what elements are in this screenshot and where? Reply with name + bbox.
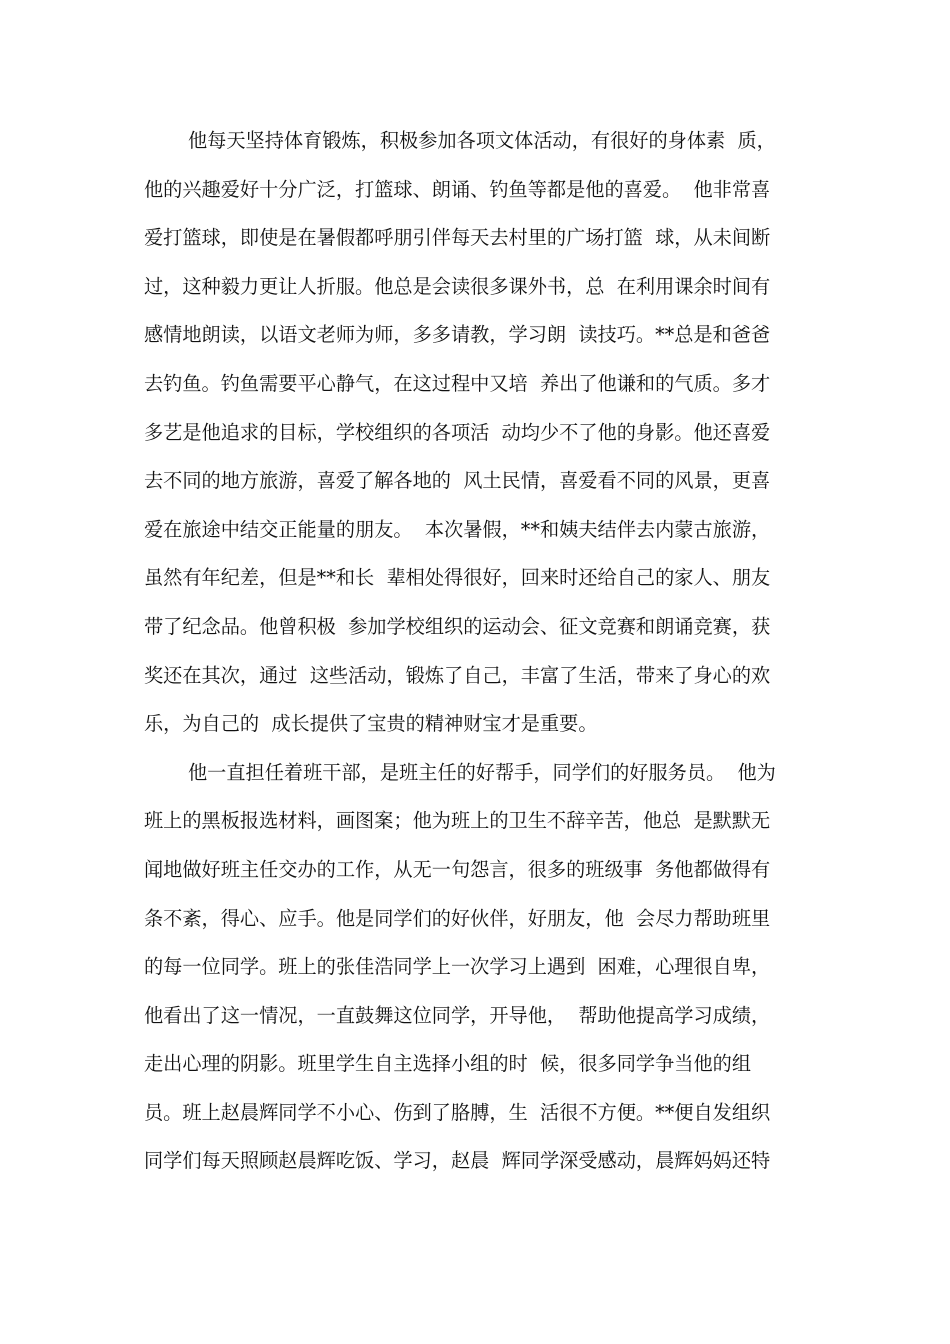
text-line: 走出心理的阴影。班里学生自主选择小组的时 候，很多同学争当他的组 [144,1052,752,1076]
text-line: 过，这种毅力更让人折服。他总是会读很多课外书，总 在利用课余时间有 [144,274,771,298]
text-line: 爱在旅途中结交正能量的朋友。 本次暑假，**和姨夫结伴去内蒙古旅游， [144,517,771,541]
text-line: 他一直担任着班干部，是班主任的好帮手，同学们的好服务员。 他为 [188,760,776,784]
text-line: 虽然有年纪差，但是**和长 辈相处得很好，回来时还给自己的家人、朋友 [144,566,771,590]
paragraph-1 [144,121,824,753]
text-line: 乐，为自己的 成长提供了宝贵的精神财宝才是重要。 [144,712,598,736]
text-line: 带了纪念品。他曾积极 参加学校组织的运动会、征文竞赛和朗诵竞赛，获 [144,614,771,638]
paragraph-2 [144,753,824,1190]
text-line: 班上的黑板报选材料，画图案；他为班上的卫生不辞辛苦，他总 是默默无 [144,809,771,833]
text-line: 爱打篮球，即使是在暑假都呼朋引伴每天去村里的广场打篮 球，从未间断 [144,226,771,250]
text-line: 他看出了这一情况，一直鼓舞这位同学，开导他， 帮助他提高学习成绩， [144,1003,771,1027]
text-line: 同学们每天照顾赵晨辉吃饭、学习，赵晨 辉同学深受感动，晨辉妈妈还特 [144,1149,771,1173]
text-line: 奖还在其次，通过 这些活动，锻炼了自己，丰富了生活，带来了身心的欢 [144,663,771,687]
text-line: 员。班上赵晨辉同学不小心、伤到了胳膊，生 活很不方便。**便自发组织 [144,1100,771,1124]
text-line: 闻地做好班主任交办的工作，从无一句怨言，很多的班级事 务他都做得有 [144,857,771,881]
text-line: 条不紊，得心、应手。他是同学们的好伙伴，好朋友，他 会尽力帮助班里 [144,906,771,930]
text-line: 他的兴趣爱好十分广泛，打篮球、朗诵、钓鱼等都是他的喜爱。 他非常喜 [144,177,771,201]
body-text [144,121,824,1190]
text-line: 的每一位同学。班上的张佳浩同学上一次学习上遇到 困难，心理很自卑， [144,955,771,979]
text-line: 多艺是他追求的目标，学校组织的各项活 动均少不了他的身影。他还喜爱 [144,420,771,444]
text-line: 他每天坚持体育锻炼，积极参加各项文体活动，有很好的身体素 质， [188,129,776,152]
text-line: 感情地朗读，以语文老师为师，多多请教，学习朗 读技巧。**总是和爸爸 [144,323,771,347]
text-line: 去钓鱼。钓鱼需要平心静气，在这过程中又培 养出了他谦和的气质。多才 [144,371,771,395]
text-line: 去不同的地方旅游，喜爱了解各地的 风土民情，喜爱看不同的风景，更喜 [144,469,771,493]
